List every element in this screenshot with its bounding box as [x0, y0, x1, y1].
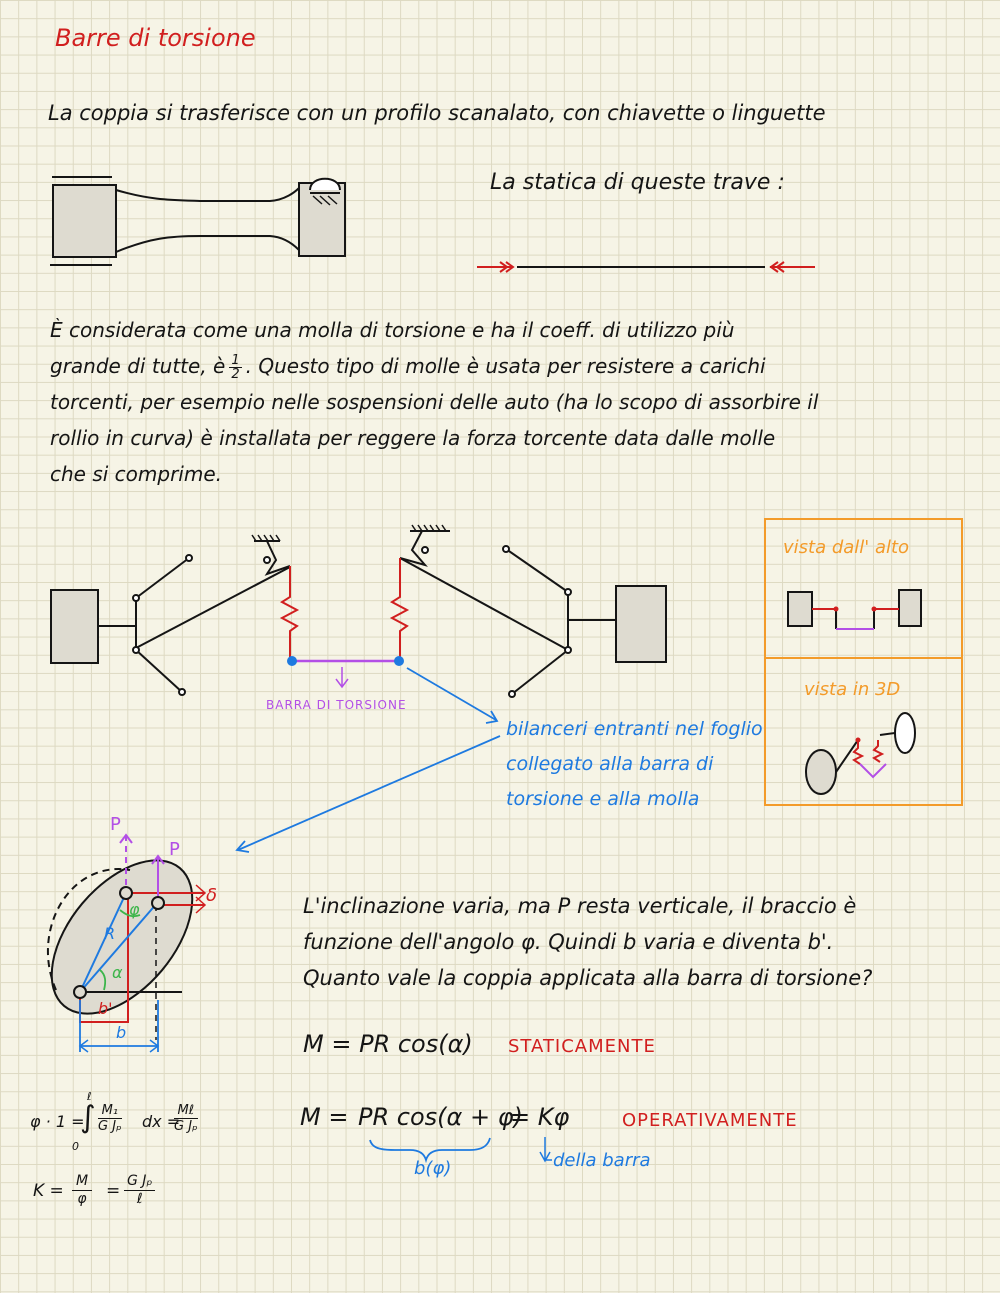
lever-geometry-diagram: [24, 835, 219, 1052]
k-eq-frac-1: [72, 1173, 92, 1208]
phi-eq-lhs: φ · 1 =: [30, 1112, 85, 1131]
b-phi-label: b(φ): [414, 1158, 452, 1179]
static-tag: STATICAMENTE: [508, 1036, 656, 1057]
torsion-bar-shaft-drawing: [50, 177, 345, 265]
force-p-label-1: P: [110, 814, 121, 835]
torsion-bar: [287, 656, 404, 687]
one-half-fraction: [229, 354, 241, 381]
k-eq-equals: =: [106, 1181, 121, 1201]
k-eq-lhs: K =: [33, 1181, 64, 1201]
k-eq-frac-1-num: M: [72, 1173, 92, 1191]
inclination-line-2: funzione dell'angolo φ. Quindi b varia e diventa b'.: [303, 930, 834, 954]
integral-sign: ∫: [80, 1100, 96, 1135]
beam-statics-drawing: [477, 262, 815, 272]
b-label: b: [116, 1023, 127, 1042]
force-p-label-2: P: [169, 839, 180, 860]
pointer-arrows: [237, 668, 500, 852]
brace-b-phi: [370, 1138, 490, 1160]
phi-eq-frac-1-den: G Jₚ: [98, 1119, 122, 1134]
paragraph-line-4: rollio in curva) è installata per reggere la forza torcente data dalle molle: [50, 426, 776, 450]
equation-operative-lhs: M =: [300, 1103, 349, 1131]
phi-angle-label: φ: [129, 900, 140, 919]
radius-r-label: R: [104, 924, 116, 943]
k-eq-frac-2-num: G Jₚ: [124, 1173, 155, 1191]
equation-operative-mid: PR cos(α + φ): [358, 1103, 523, 1131]
integral-lower: 0: [72, 1140, 79, 1153]
equation-operative-rhs: = Kφ: [510, 1103, 570, 1131]
inclination-line-3: Quanto vale la coppia applicata alla barra di torsione?: [303, 966, 873, 990]
b-prime-label: b': [98, 999, 113, 1018]
paragraph-line-1: È considerata come una molla di torsione e ha il coeff. di utilizzo più: [50, 318, 735, 342]
phi-eq-frac-1-num: M₁: [98, 1103, 122, 1119]
top-view-label: vista dall' alto: [783, 537, 910, 558]
delta-label: δ: [206, 885, 218, 906]
bilanceri-line-2: collegato alla barra di: [506, 753, 714, 775]
frac-den: 2: [231, 367, 240, 382]
bar-note: della barra: [553, 1150, 651, 1171]
paragraph-line-3: torcenti, per esempio nelle sospensioni delle auto (ha lo scopo di assorbire il: [50, 390, 819, 414]
inclination-line-1: L'inclinazione varia, ma P resta verticale, il braccio è: [303, 894, 857, 918]
phi-eq-frac-1: [98, 1103, 122, 1134]
bilanceri-line-1: bilanceri entranti nel foglio: [506, 718, 763, 740]
operative-tag: OPERATIVAMENTE: [622, 1110, 798, 1131]
3d-view-label: vista in 3D: [804, 679, 901, 700]
frac-num: 1: [231, 353, 240, 368]
statica-heading: La statica di queste trave :: [490, 170, 785, 195]
k-eq-frac-2: [124, 1173, 155, 1208]
views-divider: [766, 657, 961, 659]
phi-eq-frac-2-num: Mℓ: [174, 1103, 198, 1119]
inclination-text: [303, 888, 872, 996]
phi-eq-frac-2: [174, 1103, 198, 1134]
bilanceri-line-3: torsione e alla molla: [506, 788, 700, 810]
paragraph-line-2a: grande di tutte, è: [50, 354, 226, 378]
equation-static: M = PR cos(α): [303, 1030, 473, 1058]
alpha-angle-label: α: [112, 963, 123, 982]
paragraph-line-2b: . Questo tipo di molle è usata per resistere a carichi: [245, 354, 766, 378]
page-title: Barre di torsione: [55, 24, 256, 52]
intro-text: La coppia si trasferisce con un profilo scanalato, con chiavette o linguette: [48, 101, 826, 125]
phi-eq-dx: dx =: [142, 1112, 181, 1131]
views-box: [764, 518, 963, 806]
paragraph-line-5: che si comprime.: [50, 462, 223, 486]
description-paragraph: [50, 312, 950, 492]
bilanceri-note: [506, 712, 763, 817]
k-eq-frac-2-den: ℓ: [136, 1191, 143, 1207]
torsion-bar-label: BARRA DI TORSIONE: [266, 698, 407, 712]
suspension-schematic: [51, 525, 666, 697]
k-eq-frac-1-den: φ: [77, 1191, 87, 1207]
note-arrow: [540, 1137, 552, 1161]
springs: [282, 558, 407, 661]
phi-eq-frac-2-den: G Jₚ: [174, 1119, 198, 1134]
integral-upper: ℓ: [87, 1090, 92, 1103]
paragraph-line-2: [50, 348, 950, 384]
